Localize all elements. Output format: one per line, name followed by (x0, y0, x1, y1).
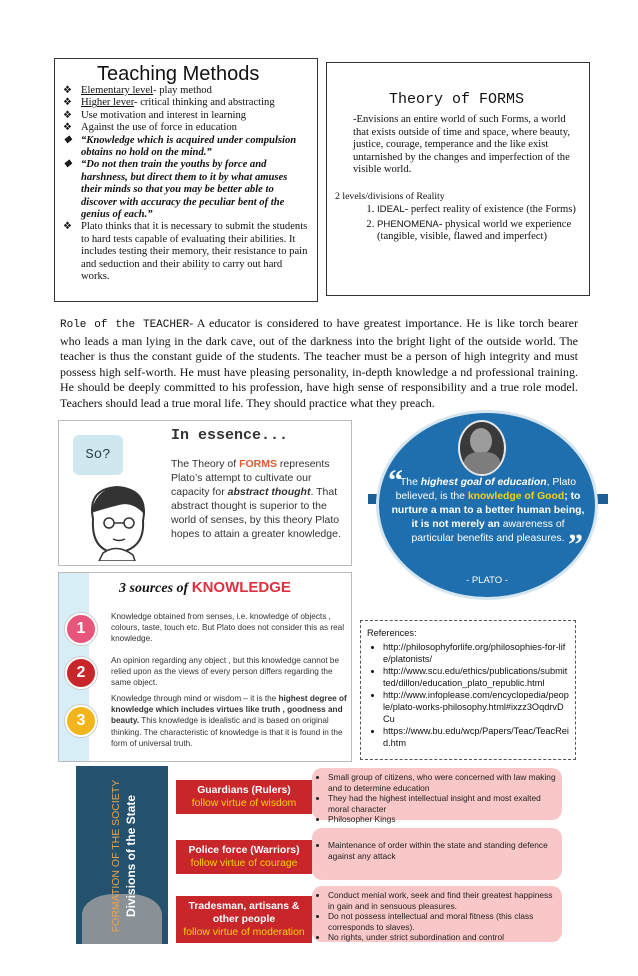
method-lead: Elementary level (81, 85, 154, 96)
reference-link[interactable]: • https://www.bu.edu/wcp/Papers/Teac/TeacReid.htm (383, 725, 569, 749)
source-text-bold: highest degree of knowledge which includes virtues like truth , goodness and beauty. (111, 694, 347, 726)
class-virtue: follow virtue of moderation (183, 927, 305, 938)
teaching-methods-box (54, 58, 318, 302)
list-item (377, 219, 579, 244)
abstract-highlight: abstract thought (227, 486, 311, 498)
class-label (176, 780, 312, 814)
essence-text (171, 457, 343, 541)
sources-title-part: 3 sources of (119, 581, 192, 596)
list-item (61, 221, 309, 283)
diamond-bullet-icon: ❖ (63, 221, 72, 233)
quote-author: - PLATO - (466, 575, 508, 586)
side-banner-text (109, 771, 139, 941)
list-item (61, 97, 309, 109)
list-item: • Maintenance of order within the state and standing defence against any attack (328, 840, 556, 861)
plato-bust-icon (458, 420, 506, 476)
number-badge: 3 (65, 705, 97, 737)
essence-title: In essence... (171, 427, 289, 444)
class-description (312, 828, 562, 880)
role-heading: Role of the TEACHER (60, 319, 190, 331)
reference-link[interactable]: • http://www.scu.edu/ethics/publications/submitted/dillon/education_plato_republic.html (383, 665, 569, 689)
source-text-part: This knowledge is idealistic and is based on original thinking. The characteristic of knowledge is that it is found in the form of universal truth. (111, 716, 343, 748)
diamond-bullet-icon: ❖ (63, 109, 72, 121)
plato-quote-text (390, 476, 586, 546)
diamond-bullet-icon: ❖ (63, 122, 72, 134)
list-item: • They had the highest intellectual insight and most exalted moral character (328, 793, 556, 814)
references-heading: References: (367, 628, 417, 638)
theory-description: -Envisions an entire world of such Forms, a world that exists outside of time and space, where beauty, justice, courage, temperance and the like exist untarnished by the changes and imperfection of the visible world. (353, 114, 571, 176)
class-name: Police force (Warriors) (188, 845, 300, 856)
quote-part: The (399, 477, 421, 488)
teaching-methods-title: Teaching Methods (97, 63, 260, 85)
quote-highlight: knowledge of Good (467, 491, 565, 502)
plato-quote-graphic (372, 410, 606, 600)
class-description (312, 886, 562, 942)
role-text: - A educator is considered to have greatest importance. He is like torch bearer who leads a man lying in the dark cave, out of the darkness into the bright light of the outside world. The teacher is thus the constant guide of the students. The teacher must be a person of high integrity and must possess high self-worth. He must have pleasing personality, in-depth knowledge a nd professional training. He should be deeply committed to his profession, have high sense of responsibility and a true role model. Teachers should lead a true moral life. They should practice what they preach. (60, 316, 578, 410)
list-item (61, 122, 309, 134)
class-description (312, 768, 562, 825)
class-virtue: follow virtue of courage (190, 858, 298, 869)
method-lead: Higher lever (81, 97, 135, 109)
list-item (61, 110, 309, 122)
theory-of-forms-box (326, 62, 590, 296)
quote-text: “Do not then train the youths by force and harshness, but direct them to it by what amuses their minds so that you may be better able to discover with accuracy the peculiar bent of the genius of each.” (81, 159, 288, 221)
list-item: • Small group of citizens, who were concerned with law making and to determine education (328, 772, 556, 793)
source-item: An opinion regarding any object , but this knowledge cannot be relied upon as the views of every person differs regarding the same object. (111, 656, 340, 688)
reference-link[interactable]: • http://www.infoplease.com/encyclopedia/people/plato-works-philosophy.html#ixzz3OqdrvDCu (383, 689, 569, 725)
speech-bubble: So? (73, 435, 123, 475)
society-side-banner (76, 766, 168, 944)
reference-link[interactable]: • http://philosophyforlife.org/philosophies-for-life/platonists/ (383, 641, 569, 665)
levels-heading: 2 levels/divisions of Reality (335, 190, 445, 202)
in-essence-panel (58, 420, 352, 566)
number-badge: 2 (65, 657, 97, 689)
source-item (111, 693, 347, 749)
class-label (176, 840, 312, 874)
side-banner-line: Divisions of the State (124, 794, 138, 918)
essence-text-part: The Theory of (171, 458, 240, 470)
open-quote-icon: “ (388, 464, 403, 497)
diamond-bullet-icon: ❖ (63, 134, 72, 146)
list-item: • Philosopher Kings (328, 814, 556, 825)
list-item: • No rights, under strict subordination and control (328, 932, 556, 943)
forms-highlight: FORMS (239, 458, 278, 470)
references-box (360, 620, 576, 760)
sources-title-highlight: KNOWLEDGE (191, 579, 291, 596)
method-text: Plato thinks that it is necessary to submit the students to hard tests capable of evaluating their abilities. It includes testing their memory, their resistance to pain and seduction and their ability to carry out hard works. (81, 221, 308, 283)
theory-title: Theory of FORMS (389, 91, 525, 108)
list-item (61, 159, 309, 221)
essence-text-part: . That abstract thought is superior to the world of senses, by this theory Plato hopes to attain a greater knowledge. (171, 486, 341, 540)
list-item: • Do not possess intellectual and moral fitness (this class corresponds to slaves). (328, 911, 556, 932)
list-item: • Conduct menial work, seek and find their greatest happiness in gain and in sensuous pleasures. (328, 890, 556, 911)
list-item (61, 85, 309, 97)
quote-text: “Knowledge which is acquired under compulsion obtains no hold on the mind.” (81, 134, 297, 159)
method-text: - play method (153, 85, 212, 96)
level-tag: IDEAL (377, 203, 405, 215)
quote-emphasis: highest goal of education (420, 477, 547, 488)
level-tag: PHENOMENA (377, 218, 439, 230)
close-quote-icon: ” (568, 528, 583, 561)
level-text: - perfect reality of existence (the Forms) (404, 203, 576, 215)
diamond-bullet-icon: ❖ (63, 159, 72, 171)
quote-part: , Plato believed, is the (395, 477, 577, 502)
method-text: - critical thinking and abstracting (134, 97, 275, 109)
role-of-teacher-paragraph (60, 316, 578, 412)
list-item (377, 204, 579, 217)
sources-title (119, 579, 291, 597)
class-label (176, 896, 312, 943)
source-text-part: Knowledge through mind or wisdom – it is the (111, 694, 279, 703)
diamond-bullet-icon: ❖ (63, 85, 72, 96)
side-banner-line: FORMATION OF THE SOCIETY (110, 779, 122, 933)
level-text: - physical world we experience (tangible, visible, flawed and imperfect) (377, 218, 572, 243)
number-badge: 1 (65, 613, 97, 645)
society-divisions-graphic (76, 766, 566, 946)
method-text: Use motivation and interest in learning (81, 109, 247, 121)
source-item: Knowledge obtained from senses, i.e. knowledge of objects , colours, taste, touch etc. But Plato does not consider this as real knowledge. (111, 612, 345, 644)
levels-list (341, 204, 579, 244)
thinking-girl-illustration (73, 479, 159, 561)
teaching-methods-list (61, 85, 309, 284)
essence-text-part: represents Plato’s attempt to cultivate our capacity for (171, 458, 330, 498)
quote-part: ; to nurture a man to a better human being, it is not merely an (391, 491, 585, 530)
sources-of-knowledge-panel (58, 572, 352, 762)
quote-part: awareness of particular benefits and pleasures. (411, 519, 565, 544)
method-text: Against the use of force in education (81, 122, 237, 134)
references-list (367, 641, 569, 749)
class-virtue: follow virtue of wisdom (191, 798, 297, 809)
list-item (61, 135, 309, 160)
diamond-bullet-icon: ❖ (63, 97, 72, 109)
class-name: Tradesman, artisans & other people (188, 901, 300, 925)
class-name: Guardians (Rulers) (197, 785, 291, 796)
